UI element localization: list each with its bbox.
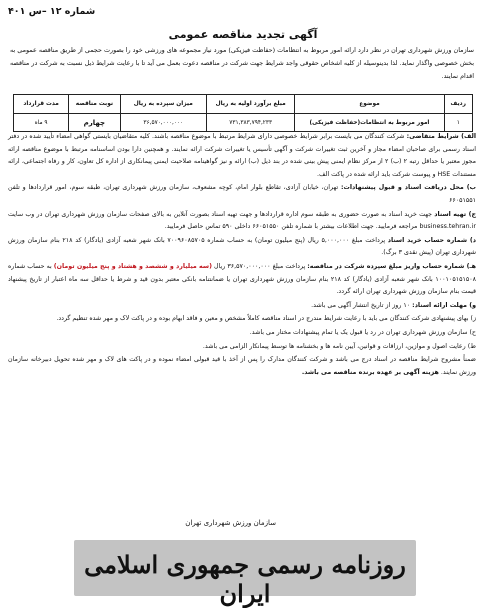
col-header-duration: مدت قرارداد <box>14 95 69 114</box>
cell-row-number: ۱ <box>444 114 472 132</box>
newspaper-banner-title: روزنامه رسمی جمهوری اسلامی ایران <box>84 550 406 608</box>
tender-table <box>13 94 473 132</box>
section-a <box>8 131 476 181</box>
cell-estimate: ۷۳۱,۳۸۳,۷۹۴,۲۳۳ <box>206 114 294 132</box>
tender-table-header-row <box>14 95 473 114</box>
section-c <box>8 209 476 234</box>
section-c-label: ج) تهیه اسناد <box>434 210 476 218</box>
notice-body <box>8 131 476 380</box>
section-d-text: پرداخت مبلغ ۵,۰۰۰,۰۰۰ ریال (پنج میلیون تومان) به حساب شماره ۷۰۰۹۶۰۸۵۷۰۵ بانک شهر شعبه آزادی (یادگار) کد ۲۱۸ بنام سازمان ورزش شهرداری تهران (پیش نقدی ۳ برگ). <box>8 236 476 257</box>
section-f <box>8 300 476 313</box>
section-e-amount-words: (سه میلیارد و ششصد و هشتاد و پنج میلیون تومان) <box>53 262 212 270</box>
newspaper-banner <box>74 540 416 608</box>
section-h: ح) سازمان ورزش شهرداری تهران در رد یا قبول یک یا تمام پیشنهادات مختار می باشد. <box>249 328 476 336</box>
col-header-round: نوبت مناقصه <box>69 95 120 114</box>
section-e-label: هـ) شماره حساب واریز مبلغ سپرده شرکت در مناقصه: <box>307 262 476 270</box>
col-header-estimate: مبلغ برآورد اولیه به ریال <box>206 95 294 114</box>
section-e <box>8 261 476 299</box>
notice-intro: سازمان ورزش شهرداری تهران در نظر دارد ارائه امور مربوط به انتظامات (حفاظت فیزیکی) مورد نیاز مجموعه های ورزشی خود را بصورت حجمی از طریق مناقصه عمومی به بخش خصوصی واگذار نماید. لذا بدینوسیله از کلیه اشخاص حقوقی واجد شرایط جهت شرکت در مناقصه دعوت بعمل می آید تا با رعایت شرایط ذیل نسبت به شرکت در مناقصه اقدام نمایند. <box>10 46 474 80</box>
col-header-deposit: میزان سپرده به ریال <box>120 95 206 114</box>
col-header-subject: موضوع <box>295 95 444 114</box>
final-note-text: ضمناً مشروح شرایط مناقصه در اسناد درج می باشد و شرکت کنندگان مدارک را پس از آخذ با قید قبولی امضاء نموده و در پاکت های لاک و مهر شده تحویل دبیرخانه سازمان ورزش نمایند. <box>8 356 476 376</box>
final-note <box>8 354 476 379</box>
cell-duration: ۹ ماه <box>14 114 69 132</box>
final-note-bold: هزینه آگهی بر عهده برنده مناقصه می باشد. <box>301 368 439 376</box>
section-f-label: و) مهلت ارائه اسناد: <box>412 301 476 309</box>
section-e-text-2: به حساب شماره ۱۰۰۱۰۵۱۵۱۵۰۸ بانک شهر شعبه آزادی (یادگار) کد ۲۱۸ بنام سازمان ورزش شهرداری تهران یا ضمانتنامه بانکی معتبر بدون قید و شرط یا حداقل سه ماه اعتبار از تاریخ پیشنهاد قیمت بنام سازمان ورزش شهرداری تهران ارائه گردد. <box>8 262 476 296</box>
section-e-text-1: پرداخت مبلغ ۳۶,۵۷۰,۰۰۰,۰۰۰ ریال <box>214 262 306 270</box>
section-a-label: الف) شرایط متقاضی: <box>406 133 476 140</box>
notice-title: آگهی تجدید مناقصه عمومی <box>168 28 318 41</box>
section-b <box>8 182 476 207</box>
signature-organization: سازمان ورزش شهرداری تهران <box>185 519 276 527</box>
section-a-text: شرکت کنندگان می بایست برابر شرایط خصوصی دارای شرایط مرتبط با موضوع مناقصه باشند. کلیه متقاضیان بایستی گواهی امضاء تأیید شده در دفتر اسناد رسمی برای صاحبان امضاء مجاز و آخرین ثبت تغییرات شرکت و آگهی تأسیس یا تغییرات شرکت ارائه نمایند. و همچنین دارا بودن اساسنامه مرتبط با موضوع مناقصه ارائه مجوز معتبر یا حداقل رتبه ۲ (ب) ۲ از مرکز نظام ایمنی پیش بینی شده در بند ذیل (ب) ارائه و نیز گواهینامه صلاحیت ایمنی پیمانکاری از اداره کل تعاون، کار و رفاه اجتماعی، ارائه مستندات HSE و پیوست شرکت باید ارائه شده در پاکت الف. <box>8 133 476 178</box>
section-f-text: ۱۰ روز از تاریخ انتشار آگهی می باشد. <box>311 301 411 309</box>
section-c-text: جهت خرید اسناد به صورت حضوری به طبقه سوم اداره قراردادها و جهت تهیه اسناد بصورت آنلاین به بالای صفحات سازمان ورزش شهرداری تهران در وب سایت business.tehran.ir مراجعه فرمایید. جهت اطلاعات بیشتر با شماره تلفن ۶۶۰۵۱۵۵۰ داخلی ۵۹۰ تماس حاصل فرمایید. <box>8 210 476 231</box>
cell-subject: امور مربوط به انتظامات(حفاظت فیزیکی) <box>295 114 444 132</box>
section-d <box>8 235 476 260</box>
notice-reference-number: شماره ۱۲ –س ۴۰۱ <box>8 6 96 17</box>
cell-round: چهارم <box>69 114 120 132</box>
table-row <box>14 114 473 132</box>
section-b-label: ب) محل دریافت اسناد و قبول پیشنهادات: <box>341 184 476 192</box>
section-t: ط) رعایت اصول و موازین، ارزاقات و قوانین، آیین نامه ها و بخشنامه ها توسط پیمانکار الزامی می باشد. <box>202 342 476 350</box>
col-header-row-number: ردیف <box>444 95 472 114</box>
cell-deposit: ۳۶,۵۷۰,۰۰۰,۰۰۰ <box>120 114 206 132</box>
section-d-label: د) شماره حساب خرید اسناد <box>387 236 476 244</box>
section-b-text: تهران، خیابان آزادی، تقاطع بلوار امام، کوچه مشعوف، سازمان ورزش شهرداری تهران، طبقه سوم، امور قراردادها و تلفن ۶۶۰۵۱۵۵۱ <box>8 184 476 204</box>
section-g: ز) بهای پیشنهادی شرکت کنندگان می باید با رعایت شرایط مندرج در اسناد مناقصه کاملاً مشخص و معین و فاقد ابهام بوده و در پاکت لاک و مهر شده تنظیم گردد. <box>56 315 476 323</box>
